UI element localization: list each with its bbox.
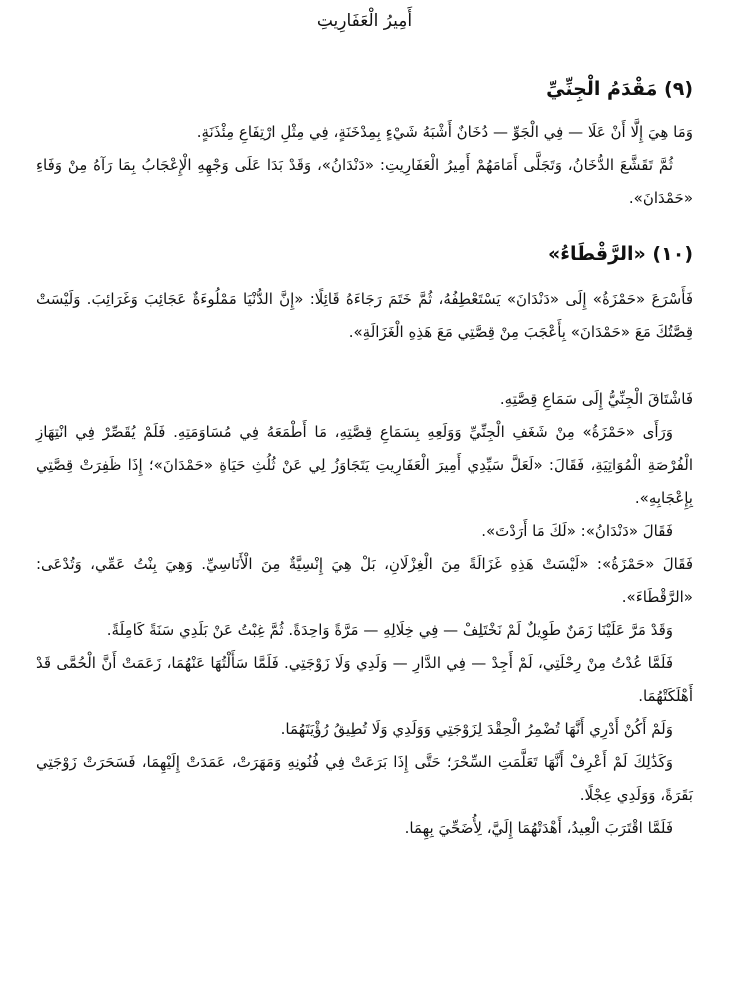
paragraph: وَرَأَى «حَمْزَةُ» مِنْ شَغَفِ الْجِنِّيِّ وَوَلَعِهِ بِسَمَاعِ قِصَّتِهِ، مَا أَطْمَعَهُ فِي مُسَاوَمَتِهِ. فَلَمْ يُقَصِّرْ فِي انْتِهَازِ الْفُرْصَةِ الْمُوَاتِيَةِ، فَقَالَ: «لَعَلَّ سَيِّدِي أَمِيرَ الْعَفَارِيتِ يَتَجَاوَزُ لِي عَنْ ثُلُثِ حَيَاةِ «حَمْدَانَ»؛ إِذَا ظَفِرَتْ قِصَّتِي بِإِعْجَابِهِ». xyxy=(36,423,693,507)
section-heading-9: (٩) مَقْدَمُ الْجِنِّيِّ xyxy=(546,78,693,100)
paragraph: وَقَدْ مَرَّ عَلَيْنَا زَمَنٌ طَوِيلٌ لَمْ نَخْتَلِفْ — فِي خِلَالِهِ — مَرَّةً وَاحِدَةً. ثُمَّ غِبْتُ عَنْ بَلَدِي سَنَةً كَامِلَةً. xyxy=(106,621,673,639)
paragraph: وَكَذَٰلِكَ لَمْ أَعْرِفْ أَنَّهَا تَعَلَّمَتِ السِّحْرَ؛ حَتَّى إِذَا بَرَعَتْ فِي فُنُونِهِ وَمَهَرَتْ، عَمَدَتْ إِلَيْهِمَا، فَسَحَرَتْ زَوْجَتِي بَقَرَةً، وَوَلَدِي عِجْلًا. xyxy=(36,753,693,804)
paragraph: وَمَا هِيَ إِلَّا أَنْ عَلَا — فِي الْجَوِّ — دُخَانٌ أَشْبَهُ شَيْءٍ بِمِدْخَنَةٍ، فِي مِثْلِ ارْتِفَاعِ مِئْذَنَةٍ. xyxy=(196,123,693,141)
paragraph: فَلَمَّا عُدْتُ مِنْ رِحْلَتِي، لَمْ أَجِدْ — فِي الدَّارِ — وَلَدِي وَلَا زَوْجَتِي. فَلَمَّا سَأَلْتُهَا عَنْهُمَا، زَعَمَتْ أَنَّ الْحُمَّى قَدْ أَهْلَكَتْهُمَا. xyxy=(36,654,693,705)
section-9-body xyxy=(36,116,693,215)
paragraph: فَقَالَ «دَنْدَانُ»: «لَكَ مَا أَرَدْتَ». xyxy=(481,522,673,540)
section-heading-10: (١٠) «الرَّقْطَاءُ» xyxy=(548,243,693,265)
paragraph: فَأَسْرَعَ «حَمْزَةُ» إِلَى «دَنْدَانَ» يَسْتَعْطِفُهُ، ثُمَّ خَتَمَ رَجَاءَهُ قَائِلًا: «إِنَّ الدُّنْيَا مَمْلُوءَةٌ عَجَائِبَ وَغَرَائِبَ. وَلَيْسَتْ قِصَّتُكَ مَعَ «حَمْدَانَ» بِأَعْجَبَ مِنْ قِصَّتِي مَعَ هَذِهِ الْغَزَالَةِ». xyxy=(36,290,693,341)
running-head: أَمِيرُ الْعَفَارِيتِ xyxy=(316,11,413,31)
paragraph: فَاشْتَاقَ الْجِنِّيُّ إِلَى سَمَاعِ قِصَّتِهِ. xyxy=(499,390,693,408)
paragraph: فَقَالَ «حَمْزَةُ»: «لَيْسَتْ هَذِهِ غَزَالَةً مِنَ الْغِزْلَانِ، بَلْ هِيَ إِنْسِيَّةٌ مِنَ الْأَنَاسِيِّ. وَهِيَ بِنْتُ عَمِّي، وَتُدْعَى: «الرَّقْطَاءَ». xyxy=(36,555,693,606)
paragraph: وَلَمْ أَكُنْ أَدْرِي أَنَّهَا تُضْمِرُ الْحِقْدَ لِزَوْجَتِي وَوَلَدِي وَلَا تُطِيقُ رُؤْيَتَهُمَا. xyxy=(280,720,673,738)
paragraph: فَلَمَّا اقْتَرَبَ الْعِيدُ، أَهْدَتْهُمَا إِلَيَّ، لِأُضَحِّيَ بِهِمَا. xyxy=(404,819,673,837)
section-10-body xyxy=(36,283,693,845)
paragraph: ثُمَّ تَقَشَّعَ الدُّخَانُ، وَتَجَلَّى أَمَامَهُمْ أَمِيرُ الْعَفَارِيتِ: «دَنْدَانُ»، وَقَدْ بَدَا عَلَى وَجْهِهِ الْإِعْجَابُ بِمَا رَآهُ مِنْ وَفَاءِ «حَمْدَانَ». xyxy=(36,156,693,207)
